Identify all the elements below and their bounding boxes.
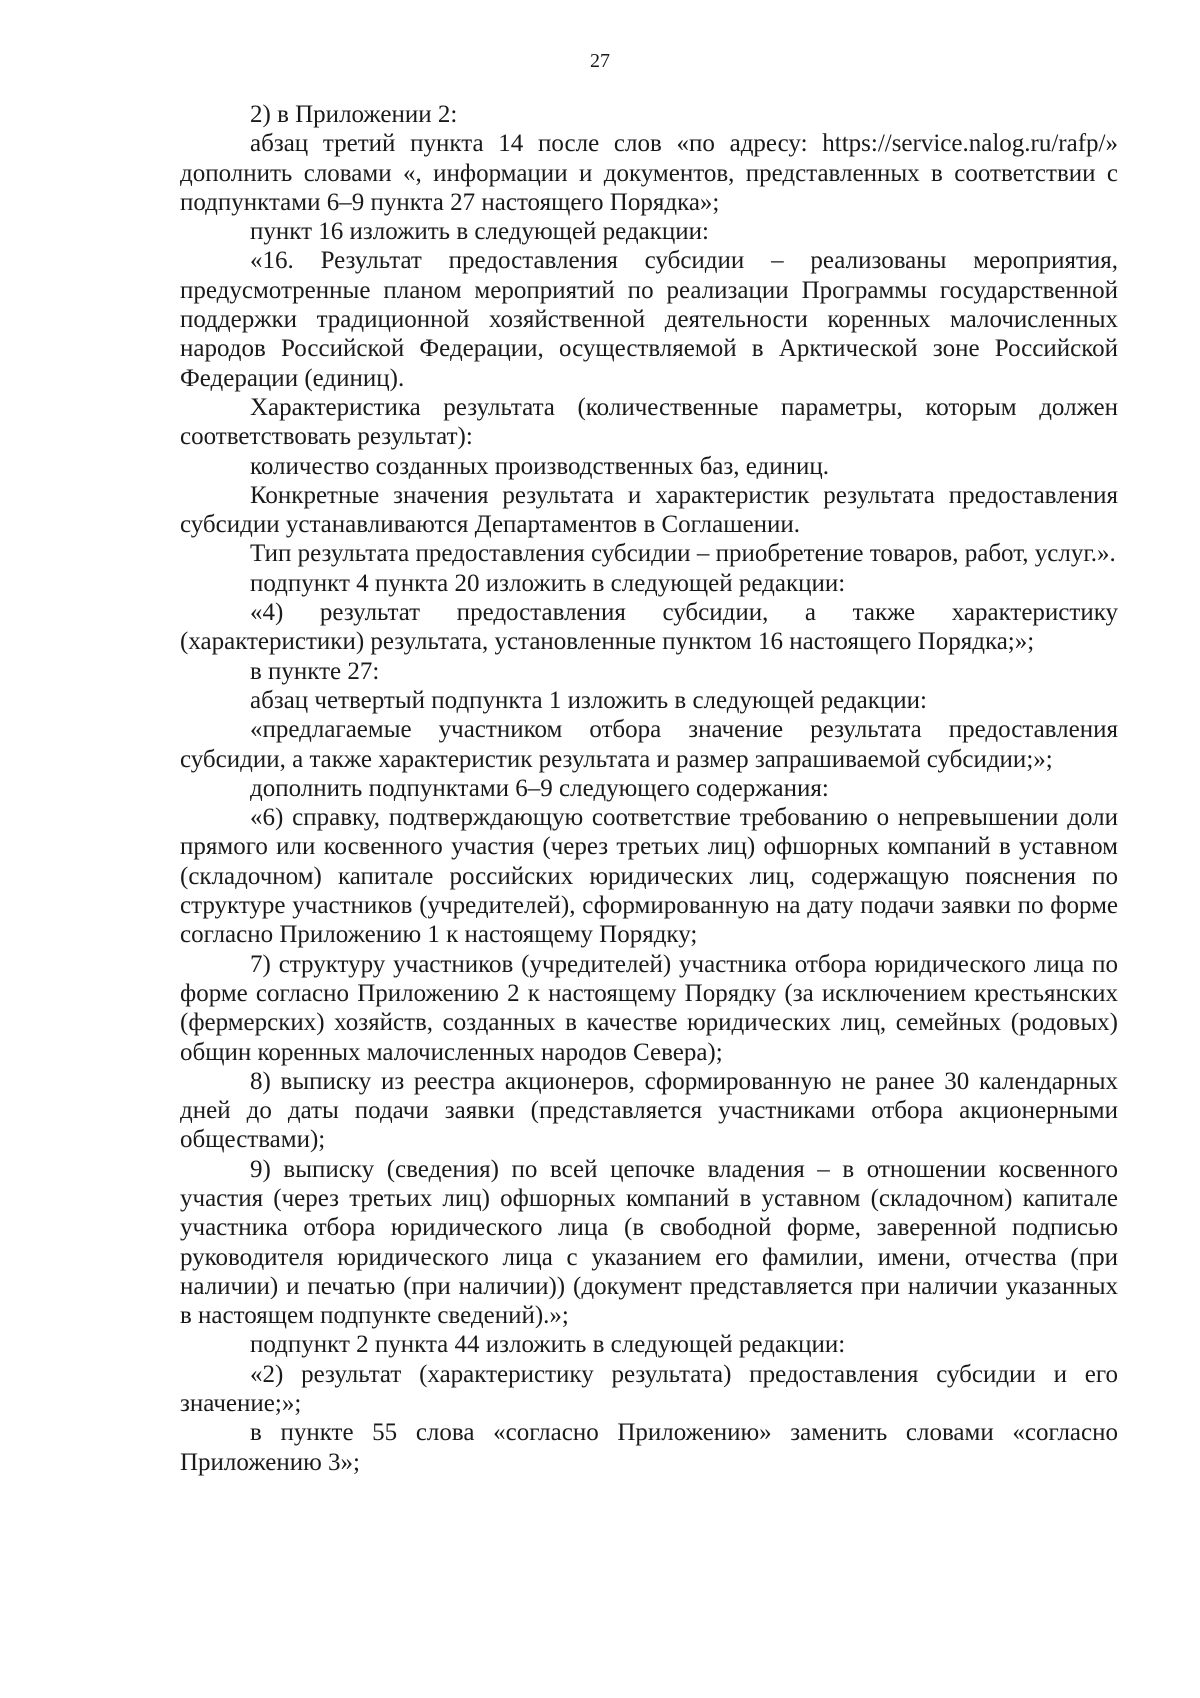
paragraph-sub-8: 8) выписку из реестра акционеров, сформированную не ранее 30 календарных дней до даты подачи заявки (представляется участниками отбора акционерными обществами);: [180, 1067, 1118, 1154]
paragraph-amendment-appendix-2: 2) в Приложении 2:: [250, 101, 458, 128]
paragraph-result-type: Тип результата предоставления субсидии – приобретение товаров, работ, услуг.».: [250, 540, 1116, 568]
paragraph-item-20-sub-4: «4) результат предоставления субсидии, а также характеристику (характеристики) результата, установленные пунктом 16 настоящего Порядка;»;: [180, 599, 1118, 656]
paragraph-item-27-intro: в пункте 27:: [250, 657, 380, 685]
paragraph-item-27-sub-1-intro: абзац четвертый подпункта 1 изложить в следующей редакции:: [250, 686, 927, 714]
paragraph-specific-values: Конкретные значения результата и характеристик результата предоставления субсидии устанавливаются Департаментов в Соглашении.: [180, 481, 1118, 539]
paragraph-item-16-result: «16. Результат предоставления субсидии – реализованы мероприятия, предусмотренные планом мероприятий по реализации Программы государственной поддержки традиционной хозяйственной деятельности коренных малочисленных народов Российской Федерации, осуществляемой в Арктической зоне Российской Федерации (единиц).: [180, 247, 1118, 392]
paragraph-sub-6: «6) справку, подтверждающую соответствие требованию о непревышении доли прямого или косвенного участия (через третьих лиц) офшорных компаний в уставном (складочном) капитале российских юридических лиц, содержащую пояснения по структуре участников (учредителей), сформированную на дату подачи заявки по форме согласно Приложению 1 к настоящему Порядку;: [180, 804, 1118, 949]
paragraph-sub-7: 7) структуру участников (учредителей) участника отбора юридического лица по форме согласно Приложению 2 к настоящему Порядку (за исключением крестьянских (фермерских) хозяйств, созданных в качестве юридических лиц, семейных (родовых) общин коренных малочисленных народов Севера);: [180, 950, 1118, 1066]
paragraph-item-27-sub-1-text: «предлагаемые участником отбора значение результата предоставления субсидии, а также характеристик результата и размер запрашиваемой субсидии;»;: [180, 716, 1118, 773]
paragraph-item-44-intro: подпункт 2 пункта 44 изложить в следующей редакции:: [250, 1331, 846, 1359]
paragraph-item-14: абзац третий пункта 14 после слов «по адресу: https://service.nalog.ru/rafp/» дополнить словами «, информации и документов, представленных в соответствии с подпунктами 6–9 пункта 27 настоящего Порядка»;: [180, 130, 1118, 216]
paragraph-result-characteristic: Характеристика результата (количественные параметры, которым должен соответствовать результат):: [180, 393, 1118, 451]
paragraph-production-bases: количество созданных производственных баз, единиц.: [250, 452, 830, 480]
paragraph-sub-9: 9) выписку (сведения) по всей цепочке владения – в отношении косвенного участия (через третьих лиц) офшорных компаний в уставном (складочном) капитале участника отбора юридического лица (в свободной форме, заверенной подписью руководителя юридического лица с указанием его фамилии, имени, отчества (при наличии) и печатью (при наличии)) (документ представляется при наличии указанных в настоящем подпункте сведений).»;: [180, 1155, 1118, 1330]
paragraph-item-20-intro: подпункт 4 пункта 20 изложить в следующей редакции:: [250, 569, 846, 597]
page-number: 27: [590, 50, 610, 72]
paragraph-item-55: в пункте 55 слова «согласно Приложению» заменить словами «согласно Приложению 3»;: [180, 1419, 1118, 1476]
paragraph-item-44-sub-2: «2) результат (характеристику результата) предоставления субсидии и его значение;»;: [180, 1360, 1118, 1418]
paragraph-item-16-intro: пункт 16 изложить в следующей редакции:: [250, 218, 709, 246]
paragraph-add-sub-6-9: дополнить подпунктами 6–9 следующего содержания:: [250, 774, 829, 802]
document-body: [180, 100, 1118, 1477]
